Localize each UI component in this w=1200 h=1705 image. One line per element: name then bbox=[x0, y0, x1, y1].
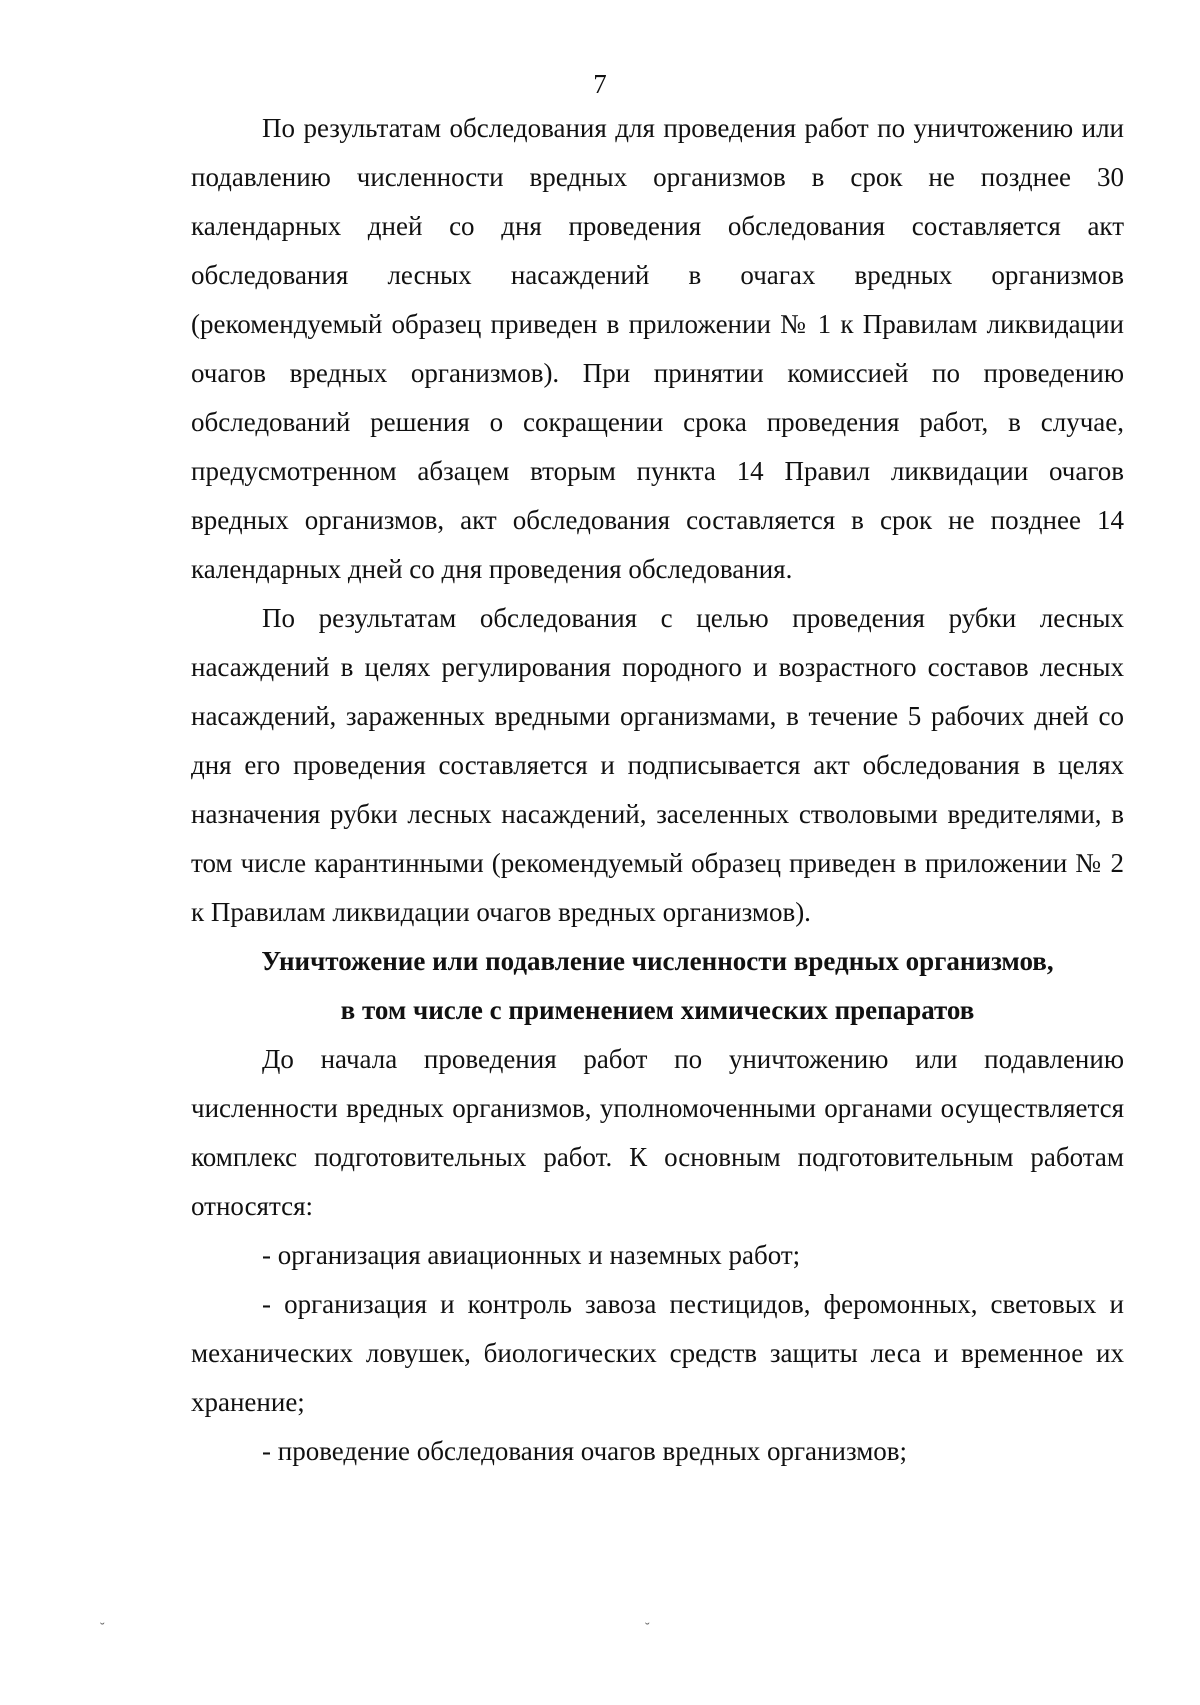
scan-mark-center: ˘ bbox=[645, 1621, 650, 1636]
list-item: - организация и контроль завоза пестицидов, феромонных, световых и механических ловушек, биологических средств защиты леса и временное их хранение; bbox=[191, 1289, 1124, 1417]
paragraph-preparatory-works: До начала проведения работ по уничтожению или подавлению численности вредных организмов, уполномоченными органами осуществляется комплекс подготовительных работ. К основным подготовительным работам относятся: bbox=[191, 1044, 1124, 1221]
section-heading-line-2: в том числе с применением химических препаратов bbox=[340, 995, 975, 1025]
page-content bbox=[191, 104, 1124, 1476]
paragraph-felling-act: По результатам обследования с целью проведения рубки лесных насаждений в целях регулирования породного и возрастного составов лесных насаждений, зараженных вредными организмами, в течение 5 рабочих дней со дня его проведения составляется и подписывается акт обследования в целях назначения рубки лесных насаждений, заселенных стволовыми вредителями, в том числе карантинными (рекомендуемый образец приведен в приложении № 2 к Правилам ликвидации очагов вредных организмов). bbox=[191, 603, 1124, 927]
paragraph-survey-act: По результатам обследования для проведения работ по уничтожению или подавлению численности вредных организмов в срок не позднее 30 календарных дней со дня проведения обследования составляется акт обследования лесных насаждений в очагах вредных организмов (рекомендуемый образец приведен в приложении № 1 к Правилам ликвидации очагов вредных организмов). При принятии комиссией по проведению обследований решения о сокращении срока проведения работ, в случае, предусмотренном абзацем вторым пункта 14 Правил ликвидации очагов вредных организмов, акт обследования составляется в срок не позднее 14 календарных дней со дня проведения обследования. bbox=[191, 113, 1124, 584]
section-heading-line-1: Уничтожение или подавление численности вредных организмов, bbox=[261, 946, 1054, 976]
list-item: - проведение обследования очагов вредных организмов; bbox=[262, 1436, 908, 1466]
page-number: 7 bbox=[593, 69, 607, 99]
section-heading bbox=[191, 937, 1124, 1035]
list-item: - организация авиационных и наземных работ; bbox=[262, 1240, 801, 1270]
scan-mark-left: ˘ bbox=[100, 1621, 105, 1636]
